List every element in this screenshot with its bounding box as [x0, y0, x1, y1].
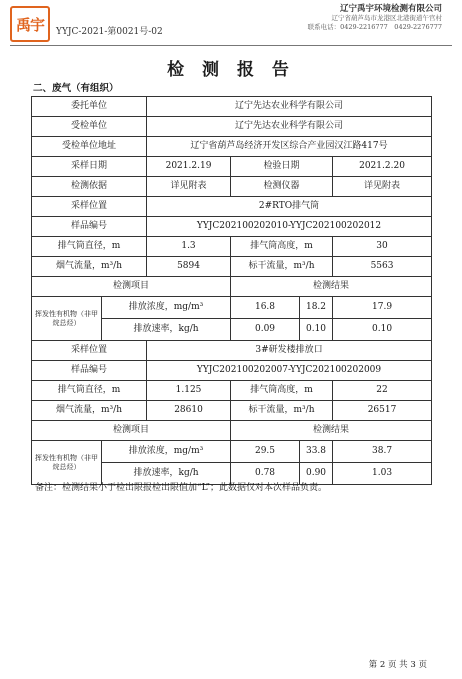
rate-value: 0.09: [231, 319, 300, 341]
conc-value: 17.9: [333, 297, 432, 319]
rate-value: 0.10: [300, 319, 333, 341]
company-info: [308, 5, 442, 32]
table-row: [32, 197, 432, 217]
conc-label: 排放浓度，mg/m³: [102, 297, 231, 319]
conc-value: 18.2: [300, 297, 333, 319]
table-row: [32, 117, 432, 137]
table-row: [32, 237, 432, 257]
diameter-label: 排气筒直径，m: [32, 381, 147, 401]
company-logo: [10, 6, 50, 42]
location-label: 采样位置: [32, 341, 147, 361]
diameter-value: 1.3: [147, 237, 231, 257]
location-label: 采样位置: [32, 197, 147, 217]
inspected-unit-value: 辽宁先达农业科学有限公司: [147, 117, 432, 137]
height-value: 22: [333, 381, 432, 401]
table-row: [32, 441, 432, 463]
table-row: [32, 401, 432, 421]
std-flow-value: 5563: [333, 257, 432, 277]
flow-value: 28610: [147, 401, 231, 421]
std-flow-value: 26517: [333, 401, 432, 421]
basis-label: 检测依据: [32, 177, 147, 197]
rate-label: 排放速率，kg/h: [102, 463, 231, 485]
table-row: [32, 217, 432, 237]
table-row: [32, 257, 432, 277]
rate-value: 0.10: [333, 319, 432, 341]
page-number: 第 2 页 共 3 页: [368, 660, 427, 670]
conc-value: 29.5: [231, 441, 300, 463]
section-heading: 二、废气（有组织）: [33, 83, 119, 94]
company-name: 辽宁禹宇环境检测有限公司: [339, 4, 442, 14]
diameter-value: 1.125: [147, 381, 231, 401]
rate-label: 排放速率，kg/h: [102, 319, 231, 341]
height-label: 排气筒高度，m: [231, 381, 333, 401]
address-value: 辽宁省葫芦岛经济开发区综合产业园汉江路417号: [147, 137, 432, 157]
instrument-value: 详见附表: [333, 177, 432, 197]
sample-no-value: YYJC202100202010-YYJC202100202012: [147, 217, 432, 237]
item-header: 检测项目: [32, 277, 231, 297]
table-row: [32, 277, 432, 297]
logo-text: 禹宇: [15, 16, 44, 34]
table-row: [32, 297, 432, 319]
table-row: [32, 361, 432, 381]
rate-value: 0.78: [231, 463, 300, 485]
conc-value: 38.7: [333, 441, 432, 463]
table-row: [32, 341, 432, 361]
std-flow-label: 标干流量，m³/h: [231, 257, 333, 277]
rate-value: 1.03: [333, 463, 432, 485]
result-header: 检测结果: [231, 277, 432, 297]
sample-no-value: YYJC202100202007-YYJC202100202009: [147, 361, 432, 381]
sampling-date-value: 2021.2.19: [147, 157, 231, 177]
height-value: 30: [333, 237, 432, 257]
inspected-unit-label: 受检单位: [32, 117, 147, 137]
header-divider: [10, 45, 452, 46]
item-header: 检测项目: [32, 421, 231, 441]
conc-value: 16.8: [231, 297, 300, 319]
table-row: [32, 421, 432, 441]
company-phone: 联系电话：0429-2216777 0429-2276777: [307, 23, 442, 31]
std-flow-label: 标干流量，m³/h: [231, 401, 333, 421]
report-number: YYJC-2021-第0021号-02: [56, 27, 163, 37]
conc-value: 33.8: [300, 441, 333, 463]
testing-date-value: 2021.2.20: [333, 157, 432, 177]
sampling-date-label: 采样日期: [32, 157, 147, 177]
table-row: [32, 381, 432, 401]
flow-label: 烟气流量，m³/h: [32, 401, 147, 421]
location-value: 2#RTO排气筒: [147, 197, 432, 217]
pollutant-name: 挥发性有机物（非甲烷总烃）: [32, 441, 102, 485]
company-address: 辽宁省葫芦岛市龙港区北港街道午官村: [331, 14, 442, 22]
height-label: 排气筒高度，m: [231, 237, 333, 257]
instrument-label: 检测仪器: [231, 177, 333, 197]
report-table: [31, 96, 432, 485]
rate-value: 0.90: [300, 463, 333, 485]
flow-label: 烟气流量，m³/h: [32, 257, 147, 277]
diameter-label: 排气筒直径，m: [32, 237, 147, 257]
table-row: [32, 157, 432, 177]
result-header: 检测结果: [231, 421, 432, 441]
table-row: [32, 177, 432, 197]
sample-no-label: 样品编号: [32, 217, 147, 237]
pollutant-name: 挥发性有机物（非甲烷总烃）: [32, 297, 102, 341]
location-value: 3#研发楼排放口: [147, 341, 432, 361]
client-label: 委托单位: [32, 97, 147, 117]
sample-no-label: 样品编号: [32, 361, 147, 381]
testing-date-label: 检验日期: [231, 157, 333, 177]
client-value: 辽宁先达农业科学有限公司: [147, 97, 432, 117]
flow-value: 5894: [147, 257, 231, 277]
basis-value: 详见附表: [147, 177, 231, 197]
page-title: 检 测 报 告: [167, 60, 295, 80]
footnote: 备注：检测结果小于检出限报检出限值加“L”；此数据仅对本次样品负责。: [35, 483, 328, 493]
table-row: [32, 97, 432, 117]
address-label: 受检单位地址: [32, 137, 147, 157]
conc-label: 排放浓度，mg/m³: [102, 441, 231, 463]
table-row: [32, 137, 432, 157]
